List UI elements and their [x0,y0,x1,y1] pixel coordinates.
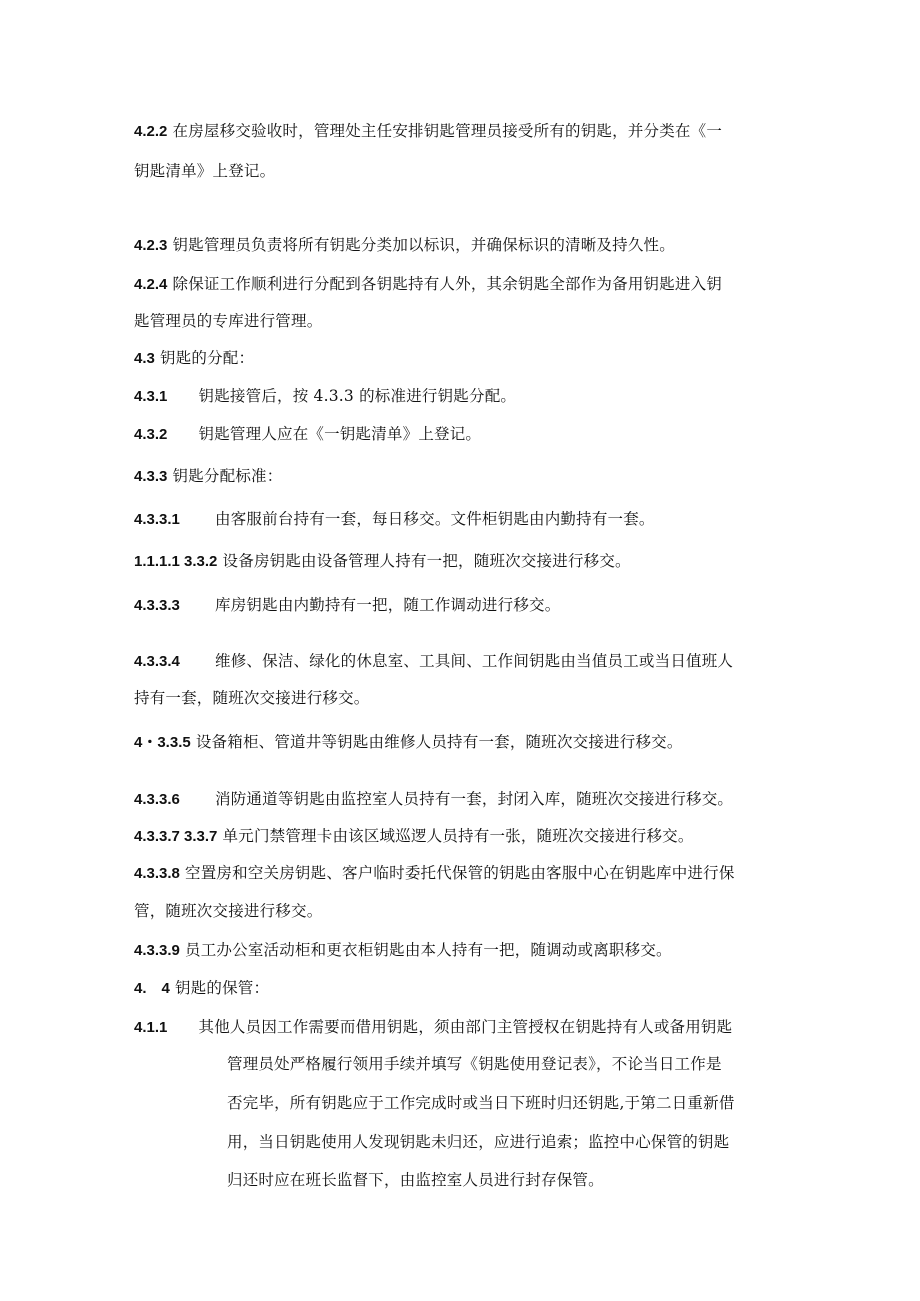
section-text: 归还时应在班长监督下，由监控室人员进行封存保管。 [227,1171,604,1189]
section-number: 4.3.3.4 [134,653,180,670]
section-4-3-3-5 [134,731,683,754]
section-4-3-3-6 [134,788,733,811]
section-number: 4.1.1 [134,1019,168,1036]
section-text: 钥匙的分配： [160,349,255,367]
section-text: 由客服前台持有一套，每日移交。文件柜钥匙由内勤持有一套。 [215,510,655,528]
section-text: 钥匙清单》上登记。 [134,162,276,180]
section-4-1-1-line-1 [134,1016,732,1039]
section-text: 设备箱柜、管道井等钥匙由维修人员持有一套，随班次交接进行移交。 [195,733,683,751]
section-4-2-3 [134,234,675,257]
section-text: 钥匙管理员负责将所有钥匙分类加以标识，并确保标识的清晰及持久性。 [172,236,675,254]
section-4-3-3-8-line-1 [134,862,735,885]
section-number: 4.3.1 [134,388,168,405]
section-text: 钥匙的保管： [175,979,270,997]
section-4-2-4-line-2 [134,310,322,332]
section-text: 管，随班次交接进行移交。 [134,902,323,920]
section-number: 4.3.2 [134,426,168,443]
section-4-1-1-line-4 [227,1131,729,1153]
section-number: 4.3.3.6 [134,791,180,808]
section-4-2-2-line-1 [134,120,722,143]
section-4-3-3-4-line-1 [134,650,733,673]
section-text: 用，当日钥匙使用人发现钥匙未归还，应进行追索；监控中心保管的钥匙 [227,1133,730,1151]
section-4-1-1-line-3 [227,1092,735,1114]
section-number: 4.3.3.8 [134,865,180,882]
section-4-3-3-7 [134,825,694,848]
section-4-1-1-line-2 [227,1053,722,1075]
section-text: 库房钥匙由内勤持有一把，随工作调动进行移交。 [215,596,561,614]
section-number: 4.3.3.9 [134,942,180,959]
section-text: 否完毕，所有钥匙应于工作完成时或当日下班时归还钥匙,于第二日重新借 [227,1094,735,1112]
section-text: 在房屋移交验收时，管理处主任安排钥匙管理员接受所有的钥匙，并分类在《一 [172,122,723,140]
section-text: 员工办公室活动柜和更衣柜钥匙由本人持有一把，随调动或离职移交。 [185,941,672,959]
section-number: 4. 4 [134,980,170,997]
section-4-2-4-line-1 [134,273,722,296]
section-number: 4.3 [134,350,155,367]
section-4-3-3-1 [134,508,655,531]
section-text: 设备房钥匙由设备管理人持有一把，随班次交接进行移交。 [222,552,631,570]
section-4-3 [134,347,254,370]
section-number: 4.2.2 [134,123,168,140]
section-text: 除保证工作顺利进行分配到各钥匙持有人外，其余钥匙全部作为备用钥匙进入钥 [172,275,723,293]
section-text: 钥匙分配标准： [172,467,283,485]
section-number: 4.3.3.7 3.3.7 [134,828,218,845]
section-text: 维修、保洁、绿化的休息室、工具间、工作间钥匙由当值员工或当日值班人 [215,652,734,670]
section-number: 4.2.3 [134,237,168,254]
section-number: 4.3.3.3 [134,597,180,614]
section-4-3-3-8-line-2 [134,900,322,922]
section-4-2-2-line-2 [134,160,275,182]
section-4-3-2 [134,423,481,446]
section-4-3-1 [134,385,516,408]
section-number: 4.3.3 [134,468,168,485]
section-text: 单元门禁管理卡由该区域巡逻人员持有一张，随班次交接进行移交。 [222,827,694,845]
section-number: 1.1.1.1 3.3.2 [134,553,218,570]
section-text: 消防通道等钥匙由监控室人员持有一套，封闭入库，随班次交接进行移交。 [215,790,734,808]
section-number: 4.3.3.1 [134,511,180,528]
section-text: 空置房和空关房钥匙、客户临时委托代保管的钥匙由客服中心在钥匙库中进行保 [185,864,735,882]
section-text: 持有一套，随班次交接进行移交。 [134,689,370,707]
section-4-4 [134,977,269,1000]
section-4-3-3-4-line-2 [134,687,370,709]
section-4-3-3-3 [134,594,560,617]
section-text: 钥匙接管后，按 4.3.3 的标准进行钥匙分配。 [198,387,517,405]
section-4-3-3 [134,465,282,488]
section-4-3-3-2 [134,550,631,573]
section-text: 管理员处严格履行领用手续并填写《钥匙使用登记表》，不论当日工作是 [227,1055,722,1073]
section-text: 钥匙管理人应在《一钥匙清单》上登记。 [198,425,482,443]
section-4-3-3-9 [134,939,672,962]
section-number: 4.2.4 [134,276,168,293]
section-text: 匙管理员的专库进行管理。 [134,312,323,330]
section-4-1-1-line-5 [227,1169,604,1191]
section-text: 其他人员因工作需要而借用钥匙，须由部门主管授权在钥匙持有人或备用钥匙 [198,1018,733,1036]
section-number: 4・3.3.5 [134,734,191,751]
